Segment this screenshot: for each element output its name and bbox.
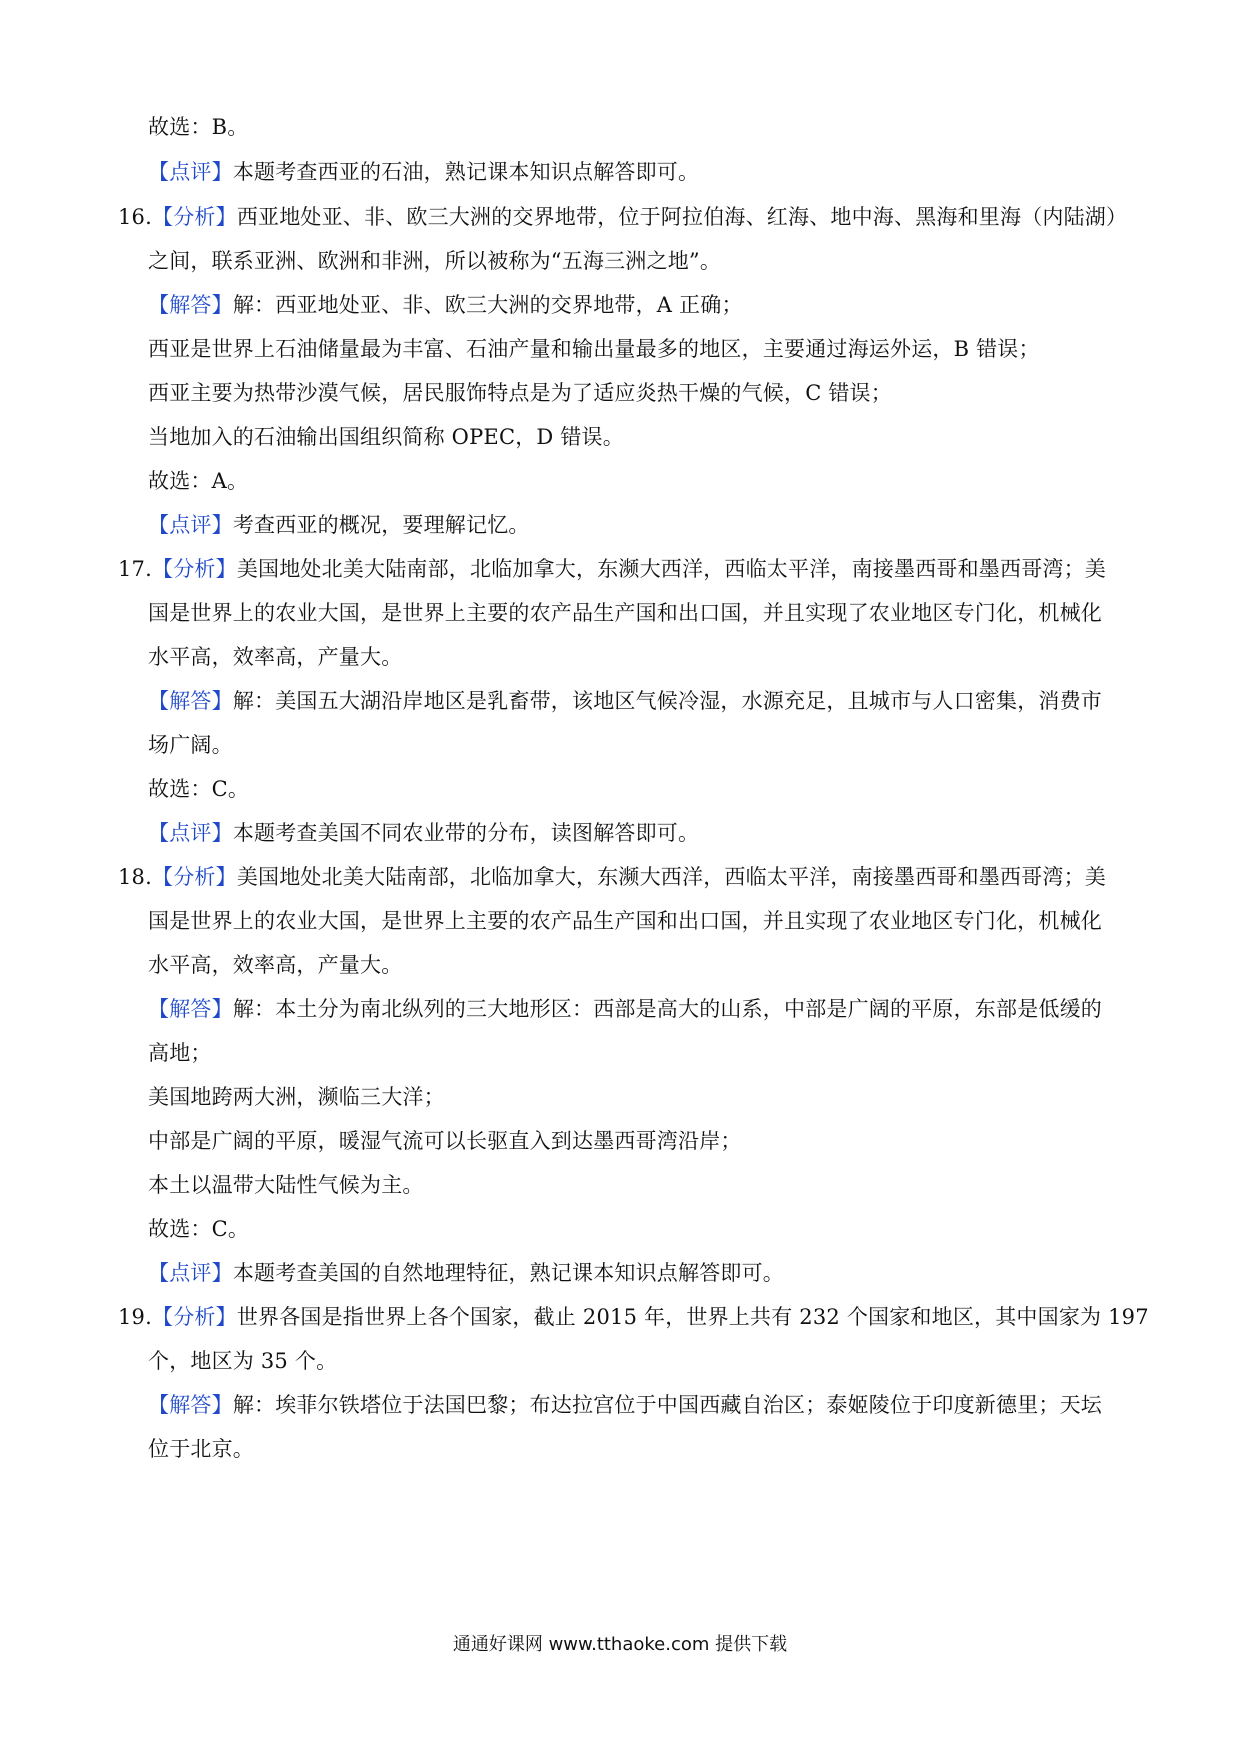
section-tag: 【解答】 [148, 1393, 233, 1417]
line-text: 故选：C。 [148, 777, 250, 801]
text-line [148, 730, 1138, 760]
section-tag: 【分析】 [152, 1305, 237, 1329]
line-text: 之间，联系亚洲、欧洲和非洲，所以被称为“五海三洲之地”。 [148, 249, 722, 273]
text-line [148, 774, 1138, 804]
text-line [148, 1038, 1138, 1068]
line-text: 故选：A。 [148, 469, 249, 493]
question-number: 17. [118, 557, 152, 581]
section-tag: 【分析】 [152, 205, 237, 229]
line-text: 西亚是世界上石油储量最为丰富、石油产量和输出量最多的地区，主要通过海运外运，B 错误； [148, 337, 1040, 361]
section-tag: 【分析】 [152, 557, 237, 581]
text-line [148, 1434, 1138, 1464]
section-tag: 【解答】 [148, 689, 233, 713]
line-text: 美国地处北美大陆南部，北临加拿大，东濒大西洋，西临太平洋，南接墨西哥和墨西哥湾；美 [236, 557, 1107, 581]
line-text: 考查西亚的概况，要理解记忆。 [232, 513, 530, 537]
line-text: 本题考查西亚的石油，熟记课本知识点解答即可。 [232, 160, 700, 184]
text-line [118, 554, 1108, 584]
text-line [148, 510, 1138, 540]
section-tag: 【解答】 [148, 293, 233, 317]
section-tag: 【解答】 [148, 997, 233, 1021]
line-text: 高地； [148, 1041, 212, 1065]
text-line [148, 1258, 1138, 1288]
text-line [148, 466, 1138, 496]
text-line [118, 862, 1108, 892]
text-line [148, 686, 1138, 716]
line-text: 场广阔。 [148, 733, 233, 757]
line-text: 国是世界上的农业大国，是世界上主要的农产品生产国和出口国，并且实现了农业地区专门化，机械化 [148, 601, 1102, 625]
text-line [148, 598, 1138, 628]
text-line [148, 1170, 1138, 1200]
question-number: 19. [118, 1305, 152, 1329]
section-tag: 【点评】 [148, 1261, 233, 1285]
line-text: 解：西亚地处亚、非、欧三大洲的交界地带，A 正确； [232, 293, 743, 317]
line-text: 水平高，效率高，产量大。 [148, 953, 403, 977]
line-text: 西亚主要为热带沙漠气候，居民服饰特点是为了适应炎热干燥的气候，C 错误； [148, 381, 892, 405]
line-text: 解：埃菲尔铁塔位于法国巴黎；布达拉宫位于中国西藏自治区；泰姬陵位于印度新德里；天坛 [232, 1393, 1103, 1417]
text-line [148, 157, 1138, 187]
page-footer: 通通好课网 www.tthaoke.com 提供下载 [452, 1634, 788, 1655]
line-text: 本土以温带大陆性气候为主。 [148, 1173, 424, 1197]
text-line [148, 642, 1138, 672]
text-line [148, 818, 1138, 848]
line-text: 西亚地处亚、非、欧三大洲的交界地带，位于阿拉伯海、红海、地中海、黑海和里海（内陆湖） [236, 205, 1128, 229]
text-line [148, 334, 1138, 364]
text-line [148, 290, 1138, 320]
text-line [148, 378, 1138, 408]
line-text: 位于北京。 [148, 1437, 254, 1461]
text-line [118, 1302, 1149, 1332]
section-tag: 【点评】 [148, 821, 233, 845]
line-text: 水平高，效率高，产量大。 [148, 645, 403, 669]
text-line [148, 994, 1138, 1024]
line-text: 本题考查美国不同农业带的分布，读图解答即可。 [232, 821, 700, 845]
text-line [148, 422, 1138, 452]
line-text: 世界各国是指世界上各个国家，截止 2015 年，世界上共有 232 个国家和地区，其中国家为 197 [236, 1305, 1149, 1329]
text-line [148, 1390, 1138, 1420]
line-text: 本题考查美国的自然地理特征，熟记课本知识点解答即可。 [232, 1261, 785, 1285]
text-line [148, 1214, 1138, 1244]
text-line [148, 1346, 1138, 1376]
question-number: 18. [118, 865, 152, 889]
section-tag: 【点评】 [148, 160, 233, 184]
text-line [148, 246, 1138, 276]
line-text: 故选：B。 [148, 115, 249, 139]
text-line [148, 1126, 1138, 1156]
line-text: 个，地区为 35 个。 [148, 1349, 338, 1373]
section-tag: 【点评】 [148, 513, 233, 537]
line-text: 美国地跨两大洲，濒临三大洋； [148, 1085, 445, 1109]
question-number: 16. [118, 205, 152, 229]
line-text: 中部是广阔的平原，暖湿气流可以长驱直入到达墨西哥湾沿岸； [148, 1129, 742, 1153]
text-line [118, 202, 1128, 232]
line-text: 故选：C。 [148, 1217, 250, 1241]
line-text: 美国地处北美大陆南部，北临加拿大，东濒大西洋，西临太平洋，南接墨西哥和墨西哥湾；美 [236, 865, 1107, 889]
text-line [148, 906, 1138, 936]
section-tag: 【分析】 [152, 865, 237, 889]
line-text: 解：本土分为南北纵列的三大地形区：西部是高大的山系，中部是广阔的平原，东部是低缓的 [232, 997, 1103, 1021]
text-line [148, 112, 1138, 142]
line-text: 解：美国五大湖沿岸地区是乳畜带，该地区气候冷湿，水源充足，且城市与人口密集，消费市 [232, 689, 1103, 713]
text-line [148, 950, 1138, 980]
text-line [148, 1082, 1138, 1112]
line-text: 国是世界上的农业大国，是世界上主要的农产品生产国和出口国，并且实现了农业地区专门化，机械化 [148, 909, 1102, 933]
line-text: 当地加入的石油输出国组织简称 OPEC，D 错误。 [148, 425, 624, 449]
